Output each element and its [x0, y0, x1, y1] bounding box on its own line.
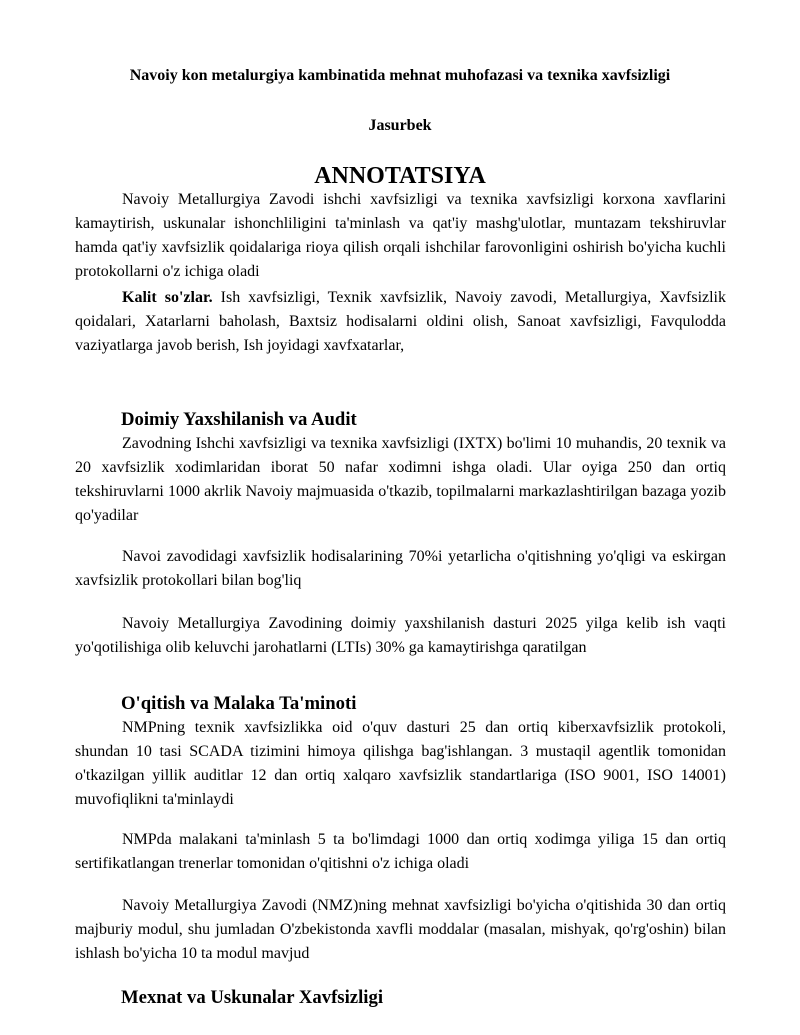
author-name: Jasurbek — [368, 117, 432, 134]
section-paragraph: Zavodning Ishchi xavfsizligi va texnika xavfsizligi (IXTX) bo'limi 10 muhandis, 20 texnik va 20 xavfsizlik xodimlaridan iborat 50 nafar xodimni ishga oladi. Ular oyiga 250 dan ortiq tekshiruvlarni 1000 akrlik Navoiy majmuasida o'tkazib, topilmalarni markazlashtirilgan bazaga yozib qo'yadilar — [75, 435, 726, 524]
keywords-text: Ish xavfsizligi, Texnik xavfsizlik, Navoiy zavodi, Metallurgiya, Xavfsizlik qoidalari, Xatarlarni baholash, Baxtsiz hodisalarni oldini olish, Sanoat xavfsizligi, Favqulodda vaziyatlarga javob berish, Ish joyidagi xavfxatarlar, — [75, 289, 727, 354]
section-paragraph: NMPning texnik xavfsizlikka oid o'quv dasturi 25 dan ortiq kiberxavfsizlik protokoli, shundan 10 tasi SCADA tizimini himoya qilishga bag'ishlangan. 3 mustaqil agentlik tomonidan o'tkazilgan yillik auditlar 12 dan ortiq xalqaro xavfsizlik standartlariga (ISO 9001, ISO 14001) muvofiqlikni ta'minlaydi — [75, 719, 726, 808]
abstract-heading: ANNOTATSIYA — [314, 163, 486, 189]
keywords-label: Kalit so'zlar. — [122, 289, 213, 306]
section-heading-equipment: Mexnat va Uskunalar Xavfsizligi — [121, 987, 384, 1008]
keywords-paragraph — [75, 286, 726, 358]
section-paragraph: Navoiy Metallurgiya Zavodining doimiy yaxshilanish dasturi 2025 yilga kelib ish vaqti yo'qotilishiga olib keluvchi jarohatlarni (LTIs) 30% ga kamaytirishga qaratilgan — [75, 615, 726, 656]
section-paragraph: Navoiy Metallurgiya Zavodi (NMZ)ning mehnat xavfsizligi bo'yicha o'qitishida 30 dan ortiq majburiy modul, shu jumladan O'zbekistonda xavfli moddalar (masalan, mishyak, qo'rg'oshin) bilan ishlash bo'yicha 10 ta modul mavjud — [75, 897, 726, 962]
section-heading-audit: Doimiy Yaxshilanish va Audit — [121, 409, 357, 430]
section-paragraph: Navoi zavodidagi xavfsizlik hodisalarining 70%i yetarlicha o'qitishning yo'qligi va eskirgan xavfsizlik protokollari bilan bog'liq — [75, 548, 726, 589]
section-paragraph: NMPda malakani ta'minlash 5 ta bo'limdagi 1000 dan ortiq xodimga yiliga 15 dan ortiq sertifikatlangan trenerlar tomonidan o'qitishni o'z ichiga oladi — [75, 831, 726, 872]
abstract-paragraph: Navoiy Metallurgiya Zavodi ishchi xavfsizligi va texnika xavfsizligi korxona xavflarini kamaytirish, uskunalar ishonchliligini ta'minlash va qat'iy mashg'ulotlar, muntazam tekshiruvlar hamda qat'iy xavfsizlik qoidalariga rioya qilish orqali ishchilar farovonligini oshirish bo'yicha kuchli protokollarni o'z ichiga oladi — [75, 191, 726, 280]
document-title: Navoiy kon metalurgiya kambinatida mehnat muhofazasi va texnika xavfsizligi — [129, 67, 671, 84]
section-heading-training: O'qitish va Malaka Ta'minoti — [121, 693, 357, 714]
